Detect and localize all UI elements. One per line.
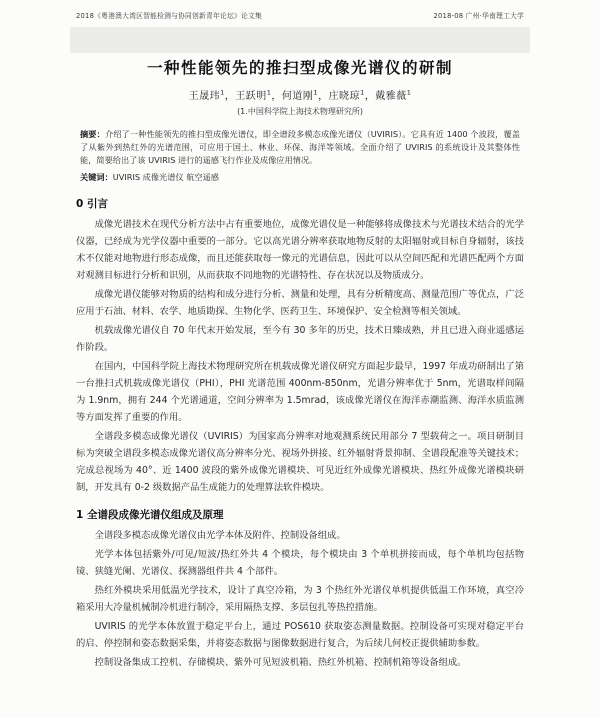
authors-line — [76, 87, 524, 102]
paragraph-intro-4: 在国内，中国科学院上海技术物理研究所在机载成像光谱仪研究方面起步最早，1997 年成功研制出了第一台推扫式机载成像光谱仪（PHI），PHI 光谱范围 400nm-850nm，光谱分辨率优于 5nm，光谱取样间隔为 1.9nm，拥有 244 个光谱通道，空间分辨率为 1.5mrad，该成像光谱仪在海洋赤潮监测、海洋水质监测等方面发挥了重要的作用。 — [76, 361, 524, 423]
affiliation: (1.中国科学院上海技术物理研究所) — [237, 107, 363, 116]
keywords-label: 关键词： — [80, 172, 113, 182]
author-separator: ， — [364, 91, 376, 102]
abstract-label: 摘要： — [80, 129, 105, 139]
author-3 — [281, 88, 319, 102]
author-5-affiliation-mark: 1 — [406, 88, 412, 97]
author-3-name: 何道刚 — [281, 91, 314, 102]
paragraph-composition-4: UVIRIS 的光学本体放置于稳定平台上，通过 POS610 获取姿态测量数据。控制设备可实现对稳定平台的启、停控制和姿态数据采集，并将姿态数据与图像数据进行复合，为后续几何校正提供辅助参数。 — [76, 621, 524, 649]
paragraph-composition-2: 光学本体包括紫外/可见/短波/热红外共 4 个模块，每个模块由 3 个单机拼接而成，每个单机均包括物镜、狭缝光阑、光谱仪、探测器组件共 4 个部件。 — [76, 549, 524, 577]
author-5-name: 戴雅薇 — [375, 91, 407, 102]
page-header — [76, 10, 524, 20]
paragraph-composition-5: 控制设备集成工控机、存储模块、紫外可见短波机箱、热红外机箱、控制机箱等设备组成。 — [94, 657, 467, 668]
abstract-block — [80, 128, 520, 167]
header-left-proceedings: 2018《粤港澳大湾区智能检测与协同创新青年论坛》论文集 — [76, 12, 263, 20]
paragraph-intro-1: 成像光谱技术在现代分析方法中占有重要地位，成像光谱仪是一种能够将成像技术与光谱技术结合的光学仪器，已经成为光学仪器中重要的一部分。它以高光谱分辨率获取地物反射的太阳辐射或目标自身辐射，该技术不仅能对地物进行形态成像，而且还能获取每一像元的光谱信息，因此可以从空间匹配和光谱匹配两个方面对观测目标进行分析和识别，从而获取不同地物的光谱特性、存在状况以及物质成分。 — [76, 219, 524, 281]
author-separator: ， — [224, 91, 236, 102]
scan-shading-artifact — [70, 27, 530, 53]
paragraph-composition-1: 全谱段多模态成像光谱仪由光学本体及附件、控制设备组成。 — [94, 530, 346, 541]
abstract-text: 介绍了一种性能领先的推扫型成像光谱仪，即全谱段多模态成像光谱仪（UVIRIS）。它具有近 1400 个波段，覆盖了从紫外到热红外的光谱范围，可应用于国土、林业、环保、海洋等领域。全面介绍了 UVIRIS 的系统设计及其整体性能，简要给出了该 UVIRIS 进行的遥感飞行作业及成像应用情况。 — [80, 129, 520, 165]
author-separator: ， — [318, 91, 329, 102]
author-4 — [328, 88, 365, 102]
author-3-affiliation-mark: 1 — [313, 88, 319, 97]
paper-title: 一种性能领先的推扫型成像光谱仪的研制 — [146, 58, 453, 77]
author-5 — [375, 88, 412, 102]
author-2-affiliation-mark: 1 — [266, 88, 272, 97]
author-separator: ， — [271, 91, 282, 102]
author-4-name: 庄晓琼 — [328, 91, 361, 102]
header-right-venue: 2018-08 广州·华南理工大学 — [433, 12, 524, 20]
section-heading-composition: 1 全谱段成像光谱仪组成及原理 — [76, 509, 224, 521]
author-2 — [235, 88, 272, 102]
author-1 — [188, 88, 225, 102]
paragraph-intro-5: 全谱段多模态成像光谱仪（UVIRIS）为国家高分辨率对地观测系统民用部分 7 型载荷之一。项目研制目标为突破全谱段多模态成像光谱仪高分辨率分光、视场外拼接、红外辐射背景抑制、全谱段配准等关键技术；完成总视场为 40°、近 1400 波段的紫外成像光谱模块、可见近红外成像光谱模块、热红外成像光谱模块研制，开发具有 0-2 级数据产品生成能力的处理算法软件模块。 — [76, 431, 524, 493]
author-4-affiliation-mark: 1 — [360, 88, 365, 97]
paragraph-composition-3: 热红外模块采用低温光学技术，设计了真空冷箱，为 3 个热红外光谱仪单机提供低温工作环境，真空冷箱采用大冷量机械制冷机进行制冷，采用隔热支撑、多层包扎等热控措施。 — [76, 585, 524, 613]
author-1-name: 王晟玮 — [188, 91, 221, 102]
author-1-affiliation-mark: 1 — [220, 88, 225, 97]
keywords-block — [80, 171, 520, 183]
keywords-text: UVIRIS 成像光谱仪 航空遥感 — [112, 172, 219, 182]
paragraph-intro-2: 成像光谱仪能够对物质的结构和成分进行分析、测量和处理，具有分析精度高、测量范围广等优点，广泛应用于石油、材料、农学、地质勘探、生物化学、医药卫生、环境保护、安全检测等相关领域。 — [76, 289, 524, 317]
paragraph-intro-3: 机载成像光谱仪自 70 年代末开始发展，至今有 30 多年的历史，技术日臻成熟，并且已进入商业遥感运作阶段。 — [76, 325, 524, 353]
author-2-name: 王跃明 — [235, 91, 267, 102]
section-heading-introduction: 0 引言 — [76, 198, 108, 210]
